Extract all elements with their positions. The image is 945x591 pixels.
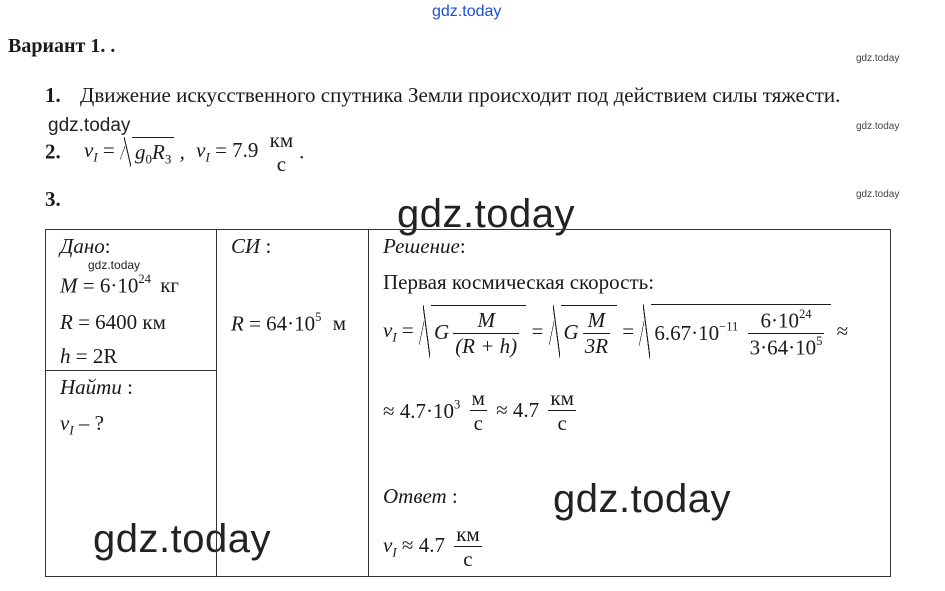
question-number: 2.	[45, 139, 61, 164]
question-2: 2. $v_I = g_0R_З$ , $v_I = 7.9$ км с .	[45, 128, 305, 177]
given-title: Дано	[60, 234, 105, 258]
si-radius: $R = 64\cdot 10^5$ м	[231, 310, 347, 336]
task-table	[45, 229, 891, 577]
unit-km-per-s: км с	[269, 128, 294, 177]
watermark-tiny: gdz.today	[856, 53, 900, 64]
sqrt-gm-over-rh: G $\frac{M}{(R + h)}$	[419, 305, 526, 357]
formula-v1-value: $v_I = 7.9$	[196, 138, 259, 165]
given-mass: $M = 6\cdot 10^{24}$ кг	[60, 272, 180, 298]
solution-title: Решение	[383, 234, 460, 258]
watermark-tiny: gdz.today	[88, 258, 141, 272]
given-height: h = 2R	[60, 344, 118, 368]
sqrt-numeric: $6.67\cdot 10^{-11}$ $\frac{6\cdot 10^{24}}{3\cdot 64\cdot 10^5}$	[639, 304, 831, 359]
formula-result: ≈ $4.7\cdot 10^3$ $\frac{м}{с}$ ≈ 4.7 $\frac{км}{с}$	[383, 386, 574, 436]
find-title: Найти	[60, 375, 122, 399]
watermark-tiny: gdz.today	[856, 189, 900, 200]
sqrt-g0-r: $g_0R_З$	[120, 137, 174, 168]
find-cell: Найти : $v_I$ – ?	[46, 371, 217, 577]
watermark-big: gdz.today	[397, 192, 575, 236]
given-cell: Дано: $M = 6\cdot 10^{24}$ кг R = 6400 км h = 2R	[46, 230, 217, 371]
unit-km-per-s: $\frac{км}{с}$	[550, 386, 574, 436]
question-3-number: 3.	[45, 187, 61, 211]
formula-orbital-speed: $v_I = G$ $\frac{M}{(R + h)}$ = G $\frac{M}{3R}$ = $6.67\cdot 10^{-11}$ $\frac{6\cdot 10^{24}}{3\cdot 64\cdot 10^5}$ ≈	[383, 304, 848, 359]
question-text: Движение искусственного спутника Земли происходит под действием силы тяжести.	[80, 83, 841, 107]
solution-cell: Решение: Первая космическая скорость: $v_I = G$ $\frac{M}{(R + h)}$ = G $\frac{M}{3R}$ = $6.67\cdot 10^{-11}$ $\frac{6\cdot 10^{24}}{3\cdot 64\cdot 10^5}$ ≈ ≈ $4.7\cdot 10^3$ $\frac{м}{с}$ ≈ 4.7 $\frac{км}{с}$ Ответ : $v_I \approx 4.7$ $\frac{км}{с}$	[369, 230, 891, 577]
watermark-big: gdz.today	[553, 477, 731, 521]
variant-title: Вариант 1. .	[8, 35, 116, 57]
solution-subtitle: Первая космическая скорость:	[383, 270, 655, 294]
watermark-small: gdz.today	[48, 115, 131, 136]
si-cell: СИ : $R = 64\cdot 10^5$ м	[217, 230, 369, 577]
question-number: 1.	[45, 83, 61, 107]
watermark-tiny: gdz.today	[856, 121, 900, 132]
watermark-top: gdz.today	[432, 3, 502, 20]
unit-km-per-s: $\frac{км}{с}$	[456, 522, 480, 572]
sqrt-gm-over-3r: G $\frac{M}{3R}$	[549, 305, 618, 357]
watermark-big: gdz.today	[93, 517, 271, 561]
question-1	[45, 83, 840, 108]
formula-v1: $v_I$ =	[84, 138, 115, 165]
answer-title: Ответ	[383, 484, 447, 508]
si-title: СИ	[231, 234, 261, 258]
answer-formula: $v_I \approx 4.7$ $\frac{км}{с}$	[383, 522, 480, 572]
find-unknown: $v_I$ – ?	[60, 411, 104, 438]
given-radius: R = 6400 км	[60, 310, 166, 334]
unit-m-per-s: $\frac{м}{с}$	[471, 386, 485, 436]
